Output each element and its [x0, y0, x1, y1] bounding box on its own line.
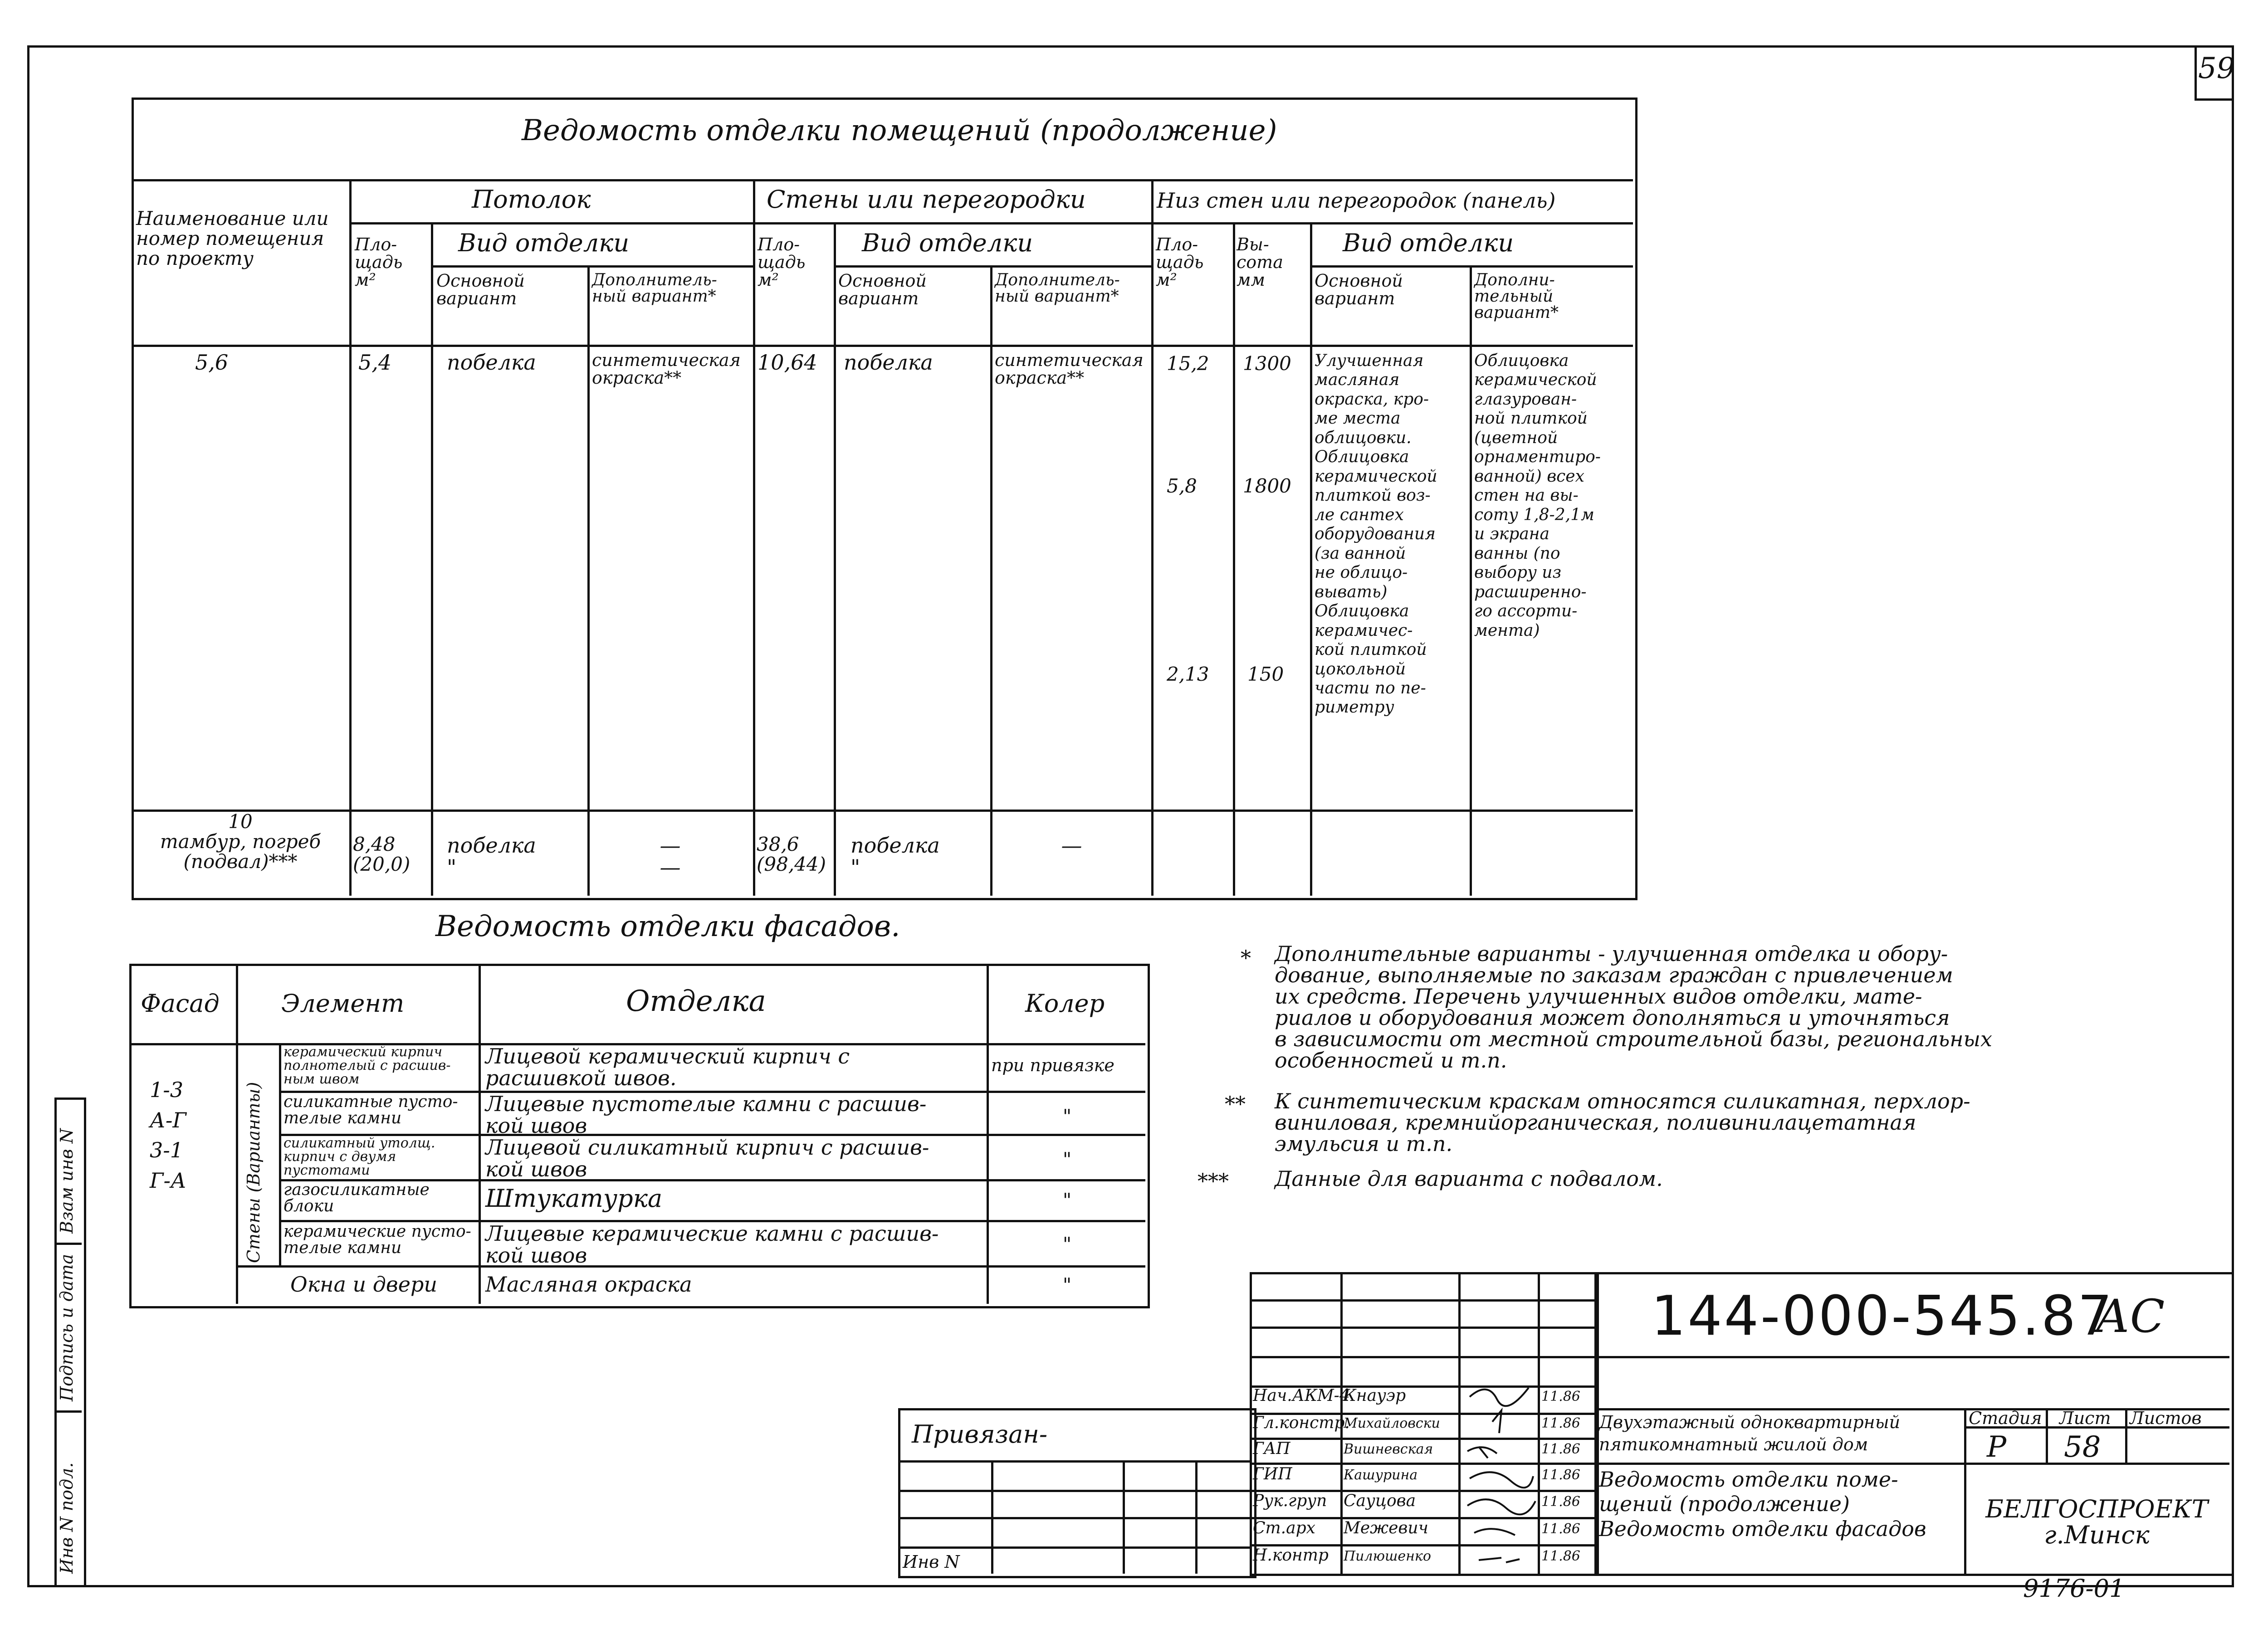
sheet-value: 58: [2064, 1430, 2101, 1464]
header-walls: Стены или перегородки: [767, 185, 1086, 214]
row1-ceiling-add: синтетическая окраска**: [592, 350, 741, 388]
stage-label: Стадия: [1969, 1408, 2042, 1428]
staff-date-3: 11.86: [1541, 1441, 1580, 1457]
project-name: Двухэтажный одноквартирный пятикомнатный жилой дом: [1599, 1412, 1901, 1455]
staff-name-7: Пилюшенко: [1344, 1548, 1431, 1564]
staff-date-7: 11.86: [1541, 1548, 1580, 1564]
staff-role-3: ГАП: [1253, 1439, 1290, 1458]
facade-group-label: Стены (Варианты): [244, 1082, 264, 1263]
row1-room: 5,6: [195, 350, 229, 375]
staff-name-2: Михайловски: [1344, 1415, 1440, 1431]
facade-header-facade: Фасад: [141, 989, 220, 1018]
finish-table-title: Ведомость отделки помещений (продолжение): [522, 114, 1277, 147]
drawing-mark: АС: [2096, 1290, 2165, 1343]
note2-text: К синтетическим краскам относятся силикатная, перхлор- виниловая, кремнийорганическая, поливинилацетатная эмульсия и т.п.: [1275, 1089, 1970, 1156]
facade-row3-color: ": [1062, 1148, 1072, 1171]
row2-ceiling-area: 8,48 (20,0): [353, 833, 411, 876]
page-number: 59: [2198, 52, 2235, 85]
header-panel: Низ стен или перегородок (панель): [1157, 188, 1556, 213]
header-panel-type: Вид отделки: [1343, 229, 1514, 257]
side-stamp-inv-podl: Инв N подл.: [57, 1462, 77, 1574]
header-panel-add: Дополни- тельный вариант*: [1474, 271, 1559, 322]
sheet-name: Ведомость отделки поме- щений (продолжение) Ведомость отделки фасадов: [1599, 1467, 1926, 1541]
header-walls-basic: Основной вариант: [838, 271, 927, 308]
staff-date-5: 11.86: [1541, 1494, 1580, 1510]
row1-panel-area-3: 2,13: [1167, 663, 1209, 685]
row1-panel-height-2: 1800: [1243, 475, 1291, 497]
header-room: Наименование или номер помещения по проекту: [136, 207, 329, 270]
facade-row6-color: ": [1062, 1274, 1072, 1296]
staff-role-4: ГИП: [1253, 1465, 1292, 1483]
order-number: 9176-01: [2023, 1574, 2125, 1603]
staff-name-1: Кнауэр: [1344, 1386, 1406, 1405]
note1-mark: *: [1241, 946, 1251, 970]
side-stamp-sign-date: Подпись и дата: [57, 1254, 77, 1401]
header-walls-area: Пло- щадь м²: [758, 234, 806, 290]
row1-panel-basic: Улучшенная масляная окраска, кро- ме места облицовки. Облицовка керамической плиткой воз- ле сантех оборудования (за ванной не облицо- вывать) Облицовка керамичес- кой плиткой цокольной части по пе- риметру: [1315, 351, 1437, 717]
staff-date-6: 11.86: [1541, 1521, 1580, 1537]
row2-walls-add: —: [1061, 833, 1082, 858]
facade-row6-element: Окна и двери: [290, 1272, 437, 1297]
row1-panel-height-1: 1300: [1243, 352, 1291, 375]
facade-row6-finish: Масляная окраска: [485, 1272, 692, 1297]
facade-row3-element: силикатный утолщ. кирпич с двумя пустотами: [284, 1135, 435, 1178]
row2-ceiling-basic: побелка ": [447, 833, 536, 880]
facade-row3-finish: Лицевой силикатный кирпич с расшив- кой швов: [485, 1135, 929, 1182]
staff-role-2: Гл.констр.: [1253, 1414, 1350, 1432]
header-ceiling-basic: Основной вариант: [436, 271, 525, 308]
row1-walls-add: синтетическая окраска**: [995, 350, 1144, 388]
header-ceiling: Потолок: [472, 185, 591, 214]
row1-panel-add: Облицовка керамической глазурован- ной плиткой (цветной орнаментиро- ванной) всех стен на вы- соту 1,8-2,1м и экрана ванны (по выбору из расширенно- го ассорти- мента): [1474, 351, 1601, 640]
facade-header-finish: Отделка: [626, 985, 766, 1018]
facade-row4-color: ": [1062, 1189, 1072, 1211]
facade-row4-finish: Штукатурка: [485, 1184, 663, 1213]
row2-walls-area: 38,6 (98,44): [757, 833, 826, 876]
staff-date-1: 11.86: [1541, 1389, 1580, 1405]
row1-ceiling-basic: побелка: [447, 350, 536, 375]
row1-ceiling-area: 5,4: [358, 350, 392, 375]
staff-date-4: 11.86: [1541, 1467, 1580, 1483]
staff-name-3: Вишневская: [1344, 1441, 1433, 1457]
row2-room: 10 тамбур, погреб (подвал)***: [160, 810, 321, 873]
facade-row1-element: керамический кирпич полнотелый с расшив- ным швом: [284, 1044, 451, 1087]
note1-text: Дополнительные варианты - улучшенная отделка и обору- дование, выполняемые по заказам граждан с привлечением их средств. Перечень улучшенных видов отделки, мате- риалов и оборудования может дополняться и уточняться в зависимости от местной строительной базы, региональных особенностей и т.п.: [1275, 941, 1992, 1073]
row2-walls-basic: побелка ": [850, 833, 940, 880]
side-stamp-vzam-inv: Взам инв N: [57, 1128, 77, 1234]
header-ceiling-add: Дополнитель- ный вариант*: [592, 271, 717, 306]
facade-row5-finish: Лицевые керамические камни с расшив- кой швов: [485, 1221, 939, 1268]
facade-header-element: Элемент: [281, 989, 405, 1018]
row1-panel-area-1: 15,2: [1167, 352, 1209, 375]
facade-row4-element: газосиликатные блоки: [284, 1180, 430, 1215]
header-panel-height: Вы- сота мм: [1237, 234, 1283, 290]
note3-mark: ***: [1198, 1169, 1229, 1193]
facade-list: 1-3 А-Г 3-1 Г-А: [150, 1078, 186, 1193]
row1-walls-area: 10,64: [758, 350, 817, 375]
staff-name-6: Межевич: [1344, 1519, 1428, 1537]
sheet-label: Лист: [2059, 1408, 2111, 1428]
facade-row2-finish: Лицевые пустотелые камни с расшив- кой швов: [485, 1092, 927, 1138]
attached-label: Привязан-: [912, 1420, 1048, 1449]
staff-name-4: Кашурина: [1344, 1467, 1418, 1483]
header-ceiling-area: Пло- щадь м²: [355, 234, 403, 290]
staff-name-5: Сауцова: [1344, 1492, 1416, 1510]
staff-role-1: Нач.АКМ-4: [1253, 1386, 1350, 1405]
signatures: [1461, 1379, 1538, 1574]
facade-row1-finish: Лицевой керамический кирпич с расшивкой швов.: [485, 1044, 850, 1091]
stage-value: Р: [1987, 1430, 2007, 1464]
sheets-label: Листов: [2130, 1408, 2202, 1428]
note2-mark: **: [1225, 1092, 1246, 1116]
facade-row1-color: при привязке: [991, 1055, 1114, 1075]
row2-ceiling-add: — —: [660, 833, 681, 880]
row1-panel-area-2: 5,8: [1167, 475, 1197, 497]
organization: БЕЛГОСПРОЕКТ г.Минск: [1985, 1495, 2208, 1549]
facade-row2-element: силикатные пусто- телые камни: [284, 1093, 458, 1127]
row1-walls-basic: побелка: [844, 350, 933, 375]
header-walls-type: Вид отделки: [862, 229, 1033, 257]
facade-row2-color: ": [1062, 1105, 1072, 1127]
header-walls-add: Дополнитель- ный вариант*: [995, 271, 1120, 306]
staff-role-7: Н.контр: [1253, 1546, 1329, 1565]
staff-role-6: Ст.арх: [1253, 1519, 1315, 1537]
facade-row5-element: керамические пусто- телые камни: [284, 1222, 471, 1257]
facade-table-title: Ведомость отделки фасадов.: [435, 910, 900, 943]
inv-n-label: Инв N: [903, 1552, 960, 1572]
drawing-code: 144-000-545.87: [1651, 1285, 2114, 1348]
staff-role-5: Рук.груп: [1253, 1492, 1327, 1510]
facade-header-color: Колер: [1025, 989, 1105, 1018]
header-panel-basic: Основной вариант: [1315, 271, 1403, 308]
header-panel-area: Пло- щадь м²: [1156, 234, 1204, 290]
note3-text: Данные для варианта с подвалом.: [1275, 1166, 1663, 1191]
row1-panel-height-3: 150: [1247, 663, 1284, 685]
facade-row5-color: ": [1062, 1233, 1072, 1255]
header-ceiling-type: Вид отделки: [458, 229, 630, 257]
staff-date-2: 11.86: [1541, 1415, 1580, 1431]
